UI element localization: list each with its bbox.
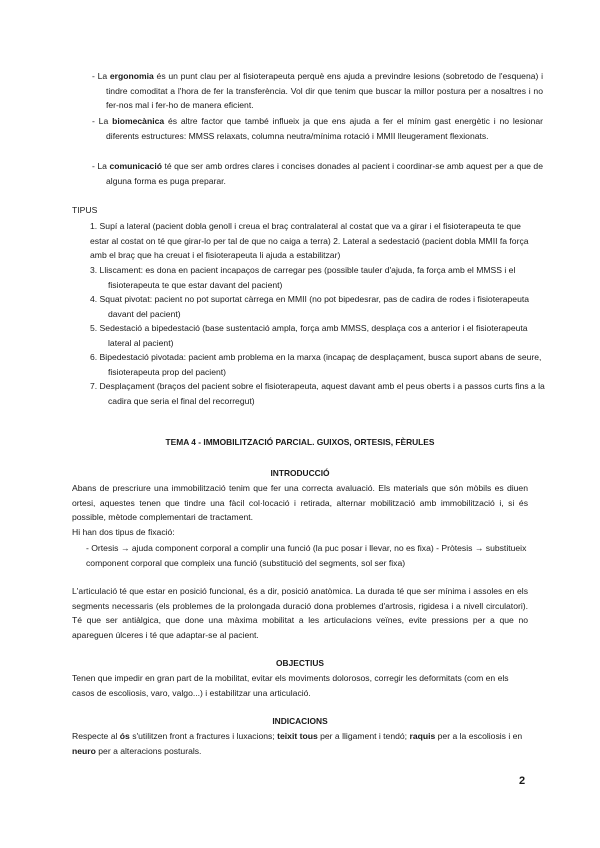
bullet-biomecanica	[92, 114, 543, 143]
term-comunicacio: comunicació	[109, 161, 162, 171]
tipus-item-4: 4. Squat pivotat: pacient no pot suportat càrrega en MMII (no pot bipedesrar, pas de cadira de rodes i fisioterapeuta davant del pacient)	[90, 294, 530, 319]
term-biomecanica: biomecànica	[112, 116, 165, 126]
bullet-dash: - La	[92, 71, 110, 81]
term-os: ós	[119, 731, 130, 741]
bullet-dash: - La	[92, 161, 110, 171]
fixacio-types: - Ortesis → ajuda component corporal a complir una funció (la puc posar i llevar, no es fixa) - Pròtesis → substitueix component corporal que compleix una funció (substitució del segments, sol ser fixa)	[86, 543, 527, 568]
tema-title: TEMA 4 - IMMOBILITZACIÓ PARCIAL. GUIXOS, ORTESIS, FÈRULES	[165, 437, 435, 447]
tipus-item-5: 5. Sedestació a bipedestació (base sustentació ampla, força amb MMSS, desplaça cos a anterior i el fisioterapeuta lateral al pacient)	[90, 323, 528, 348]
tipus-item-6: 6. Bipedestació pivotada: pacient amb problema en la marxa (incapaç de desplaçament, busca suport abans de seure, fisioterapeuta prop del pacient)	[90, 352, 542, 377]
term-ergonomia: ergonomia	[109, 71, 154, 81]
bullet-ergonomia	[92, 69, 543, 113]
bullet-text: és un punt clau per al fisioterapeuta perquè ens ajuda a previndre lesions (sobretodo de l'esquena) i tindre comoditat a l'hora de fer la transferència. Vol dir que tenim que buscar la millor postura per a nosaltres i no fer-nos mal i fer-ho de manera eficient.	[106, 71, 544, 110]
indicacions-heading: INDICACIONS	[272, 716, 328, 726]
bullet-comunicacio	[92, 159, 543, 188]
indicacions-text: per a alteracions posturals.	[95, 745, 202, 756]
page-number: 2	[519, 775, 526, 787]
term-teixit-tous: teixit tous	[277, 731, 318, 741]
objectius-paragraph: Tenen que impedir en gran part de la mobilitat, evitar els moviments dolorosos, corregir les deformitats (com en els casos de escoliosis, varo, valgo...) i estabilitzar una articulació.	[72, 673, 509, 698]
term-neuro: neuro	[72, 745, 96, 756]
tipus-item-3: 3. Lliscament: es dona en pacient incapaços de carregar pes (possible tauler d'ajuda, fa força amb el MMSS i el fisioterapeuta te que estar davant del pacient)	[90, 265, 516, 290]
tipus-heading: TIPUS	[72, 205, 98, 215]
objectius-heading: OBJECTIUS	[276, 658, 324, 668]
bullet-dash: - La	[92, 116, 113, 126]
bullet-text: és altre factor que també influeix ja que ens ajuda a fer el mínim gast energètic i no lesionar diferents estructures: MMSS relaxats, columna neutra/mínima rotació i MMII lleugerament flexionats.	[106, 116, 543, 141]
indicacions-text: per a lligament i tendó;	[317, 731, 410, 741]
indicacions-text: s'utilitzen front a fractures i luxacions;	[129, 731, 278, 741]
articulacio-paragraph: L'articulació té que estar en posició funcional, és a dir, posició anatòmica. La durada té que ser mínima i assoles en els segments necessaris (els problemes de la prolongada duració dona problemes d'artrosis, rigidesa i a nivell circulatori). Té que ser antiàlgica, que done una màxima mobilitat a les articulacions veïnes, evite pressions per a que no apareguen úlceres i té que adaptar-se al pacient.	[72, 586, 528, 640]
introduccio-heading: INTRODUCCIÓ	[270, 468, 330, 478]
fixacio-intro: Hi han dos tipus de fixació:	[72, 527, 175, 537]
indicacions-text: Respecte al	[72, 731, 120, 741]
indicacions-text: per a la escoliosis i en	[435, 731, 523, 741]
bullet-text: té que ser amb ordres clares i concises donades al pacient i coordinar-se amb aquest per a que de alguna forma es puga preparar.	[106, 161, 543, 186]
introduccio-paragraph: Abans de prescriure una immobilització tenim que fer una correcta avaluació. Els materials que són mòbils es diuen ortesi, aquestes tenen que tindre una fàcil col·locació i retirada, alternar mobilització amb immobilització i, si és possible, mètode complementari de tractament.	[72, 483, 528, 522]
tipus-item-1: 1. Supí a lateral (pacient dobla genoll i creua el braç contralateral al costat que va a girar i el fisioterapeuta te que estar al costat on té que girar-lo per tal de que no caiga a terra) 2. Lateral a sedestació (pacient dobla MMII fa força amb el braç que ha creuat i el fisioterapeuta li ajuda a estabilitzar)	[90, 221, 529, 260]
term-raquis: raquis	[409, 731, 436, 741]
indicacions-paragraph	[72, 729, 528, 758]
tipus-item-7: 7. Desplaçament (braços del pacient sobre el fisioterapeuta, aquest davant amb el peus oberts i a passos curts fins a la cadira que seria el final del recorregut)	[90, 381, 545, 406]
